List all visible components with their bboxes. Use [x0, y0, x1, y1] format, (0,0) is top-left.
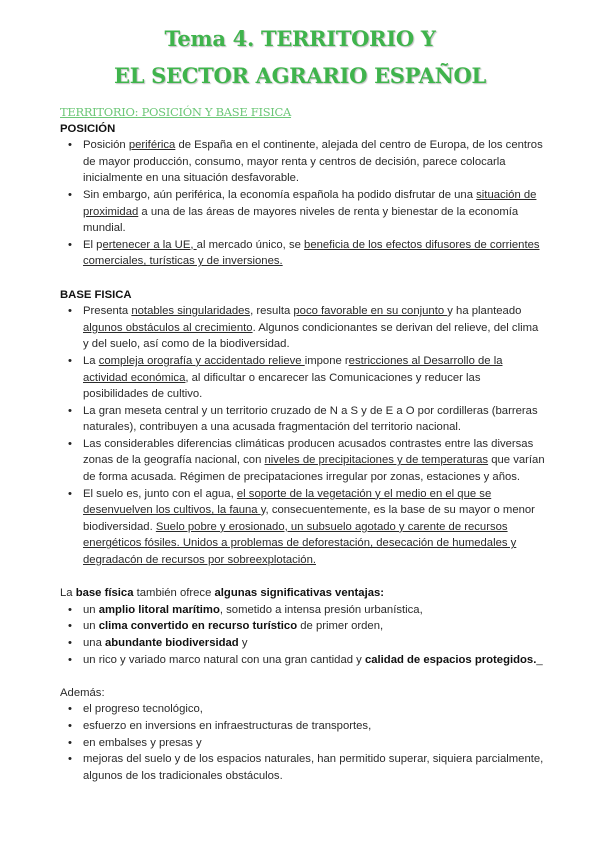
posicion-heading: POSICIÓN	[60, 122, 116, 135]
underlined-text: estricciones al Desarrollo de la actividad económica,	[83, 354, 503, 384]
title-line-2: EL SECTOR AGRARIO ESPAÑOL	[114, 63, 486, 88]
list-item: • el progreso tecnológico,	[83, 701, 545, 718]
text-run: La gran meseta central y un territorio cruzado de N a S y de E a O por cordilleras (barreras naturales), contribuyen a una acusada fragmentación del territorio nacional.	[83, 404, 538, 434]
bold-text: abundante biodiversidad	[105, 637, 239, 649]
text-run: _	[536, 653, 543, 666]
document-body	[60, 104, 545, 784]
text-run: Posición	[83, 139, 129, 152]
text-run: , resulta	[250, 305, 294, 318]
text-run: y ha planteado	[447, 305, 522, 318]
text-run: y, consecuentemente, es la base de su mayor o menor biodiversidad.	[83, 504, 535, 533]
underlined-text: situación de proximidad	[83, 188, 537, 218]
list-item	[83, 635, 545, 652]
list-item	[83, 436, 545, 486]
text-run: de primer orden,	[297, 620, 384, 633]
text-run: que varían de forma acusada. Régimen de precipataciones irregular por zonas, estaciones y años.	[83, 454, 545, 484]
ventajas-intro	[60, 585, 545, 602]
bold-text: algunas significativas ventajas:	[214, 587, 385, 600]
text-run: también ofrece	[133, 587, 215, 600]
list-item	[83, 652, 545, 669]
underlined-text: Suelo pobre y erosionado, un subsuelo agotado y carente de recursos energéticos fósiles. Unidos a problemas de deforestación, desecación de humedales y degradacón de recursos por sobreexplotación.	[83, 520, 517, 567]
section-heading: TERRITORIO: POSICIÓN Y BASE FISICA	[60, 105, 292, 119]
text-run: . Algunos condicionantes se derivan del relieve, del clima y del suelo, así como de la biodiversidad.	[83, 321, 539, 351]
text-run: al mercado único, se	[196, 238, 305, 251]
base-fisica-heading: BASE FISICA	[60, 288, 132, 301]
ademas-list	[60, 701, 545, 784]
title-line-1: Tema 4. TERRITORIO Y	[164, 26, 436, 51]
document-title	[0, 20, 600, 94]
underlined-text: niveles de precipitaciones y de temperaturas	[264, 454, 489, 467]
text-run: La	[83, 354, 99, 367]
list-item	[83, 237, 545, 270]
text-run: , sometido a intensa presión urbanística,	[219, 603, 423, 616]
text-run: Las considerables diferencias climáticas producen acusados contrastes entre las diversas zonas de la geografía nacional, con	[83, 437, 534, 467]
text-run: un rico y variado marco natural con una gran cantidad y	[83, 653, 365, 666]
text-run: una	[83, 637, 105, 649]
text-run: La	[60, 587, 76, 600]
text-run: Sin embargo, aún periférica, la economía española ha podido disfrutar de una	[83, 188, 477, 201]
text-run: impone r	[304, 354, 349, 367]
ventajas-list	[60, 602, 545, 668]
text-run: y	[238, 637, 248, 649]
bold-text: base física	[75, 587, 134, 600]
base-fisica-list	[60, 303, 545, 569]
list-item	[83, 618, 545, 635]
underlined-text: algunos obstáculos al crecimiento	[83, 321, 253, 334]
list-item	[83, 187, 545, 237]
list-item	[83, 353, 545, 403]
text-run: El suelo es, junto con el agua,	[83, 487, 237, 500]
text-run: un	[83, 603, 99, 616]
list-item	[83, 403, 545, 436]
text-run: al dificultar o encarecer las Comunicaciones y reducer las posibilidades de cultivo.	[83, 371, 481, 401]
list-item: • en embalses y presas y	[83, 735, 545, 752]
list-item	[83, 303, 545, 353]
bold-text: clima convertido en recurso turístico	[98, 620, 298, 633]
underlined-text: beneficia de los efectos difusores de corrientes comerciales, turísticas y de inversiones.	[83, 238, 540, 268]
underlined-text: poco favorable en su conjunto	[293, 305, 448, 318]
list-item: • esfuerzo en inversions en infraestructuras de transportes,	[83, 718, 545, 735]
ademas-intro: Además:	[60, 686, 105, 699]
posicion-list	[60, 137, 545, 270]
underlined-text: periférica	[128, 139, 176, 152]
text-run: a una de las áreas de mayores niveles de renta y bienestar de la economía mundial.	[83, 205, 519, 235]
list-item	[83, 602, 545, 619]
text-run: Presenta	[83, 305, 132, 318]
underlined-text: el soporte de la vegetación y el medio en el que se desenvuelven los cultivos, la fauna	[83, 487, 492, 517]
text-run: de España en el continente, alejada del centro de Europa, de los centros de mayor producción, consumo, mayor renta y centros de decisión, parece colocarla inicialmente en una situación desfavorable.	[83, 139, 543, 185]
underlined-text: ertenecer a la UE,	[102, 238, 197, 251]
bold-text: amplio litoral marítimo	[98, 603, 220, 616]
list-item: • mejoras del suelo y de los espacios naturales, han permitido superar, siquiera parcialmente, algunos de los tradicionales obstáculos.	[83, 751, 545, 784]
list-item	[83, 137, 545, 187]
underlined-text: notables singularidades	[131, 305, 251, 318]
text-run: El p	[83, 238, 103, 251]
underlined-text: compleja orografía y accidentado relieve	[98, 354, 305, 367]
bold-text: calidad de espacios protegidos.	[364, 653, 537, 666]
list-item	[83, 486, 545, 569]
text-run: un	[83, 620, 99, 633]
